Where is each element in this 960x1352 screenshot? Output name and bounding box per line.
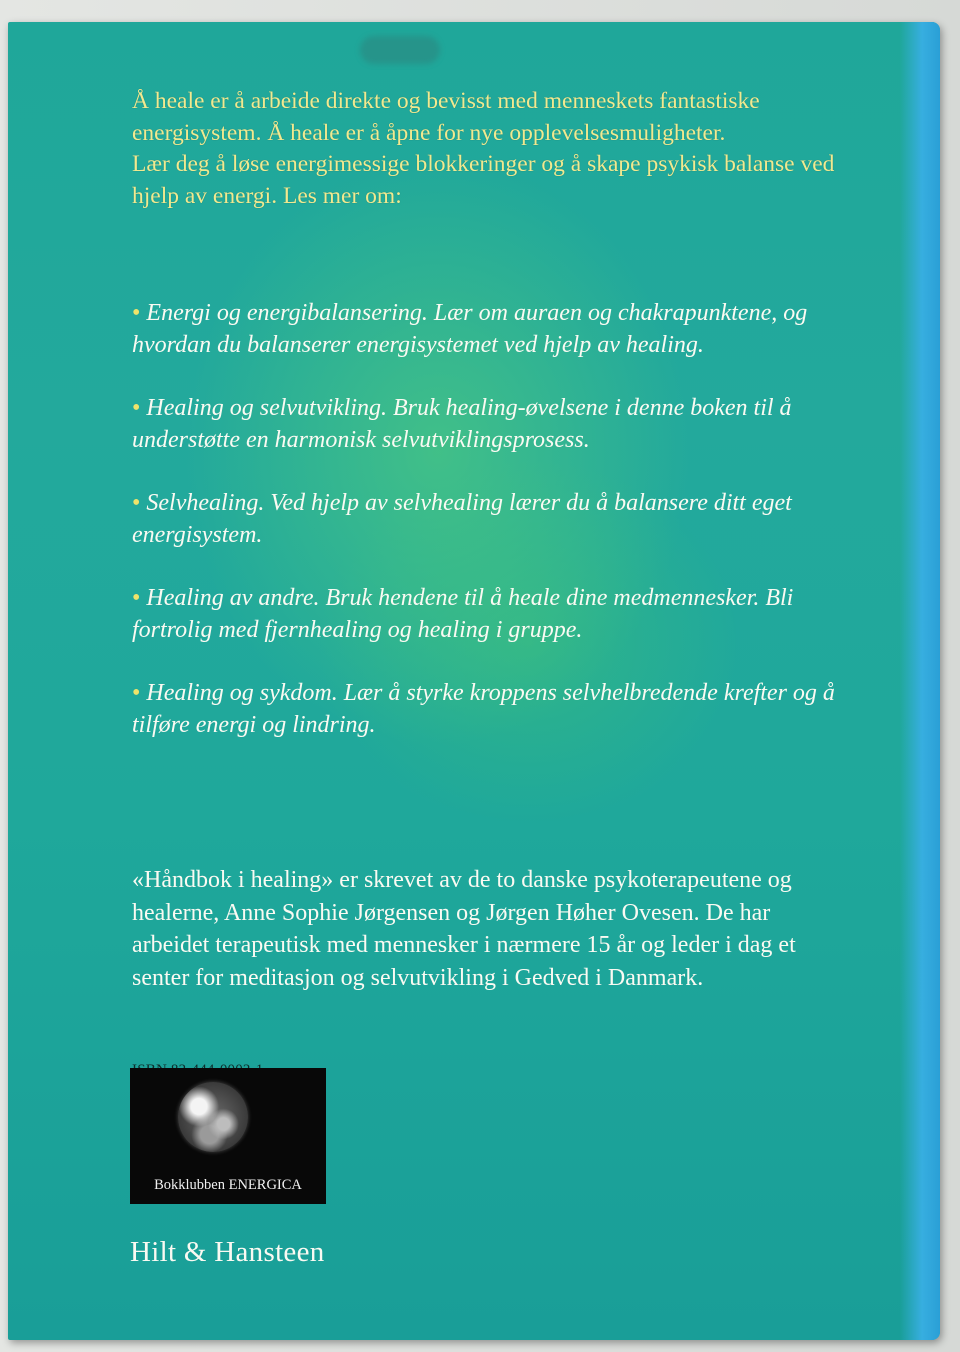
topic-item (132, 678, 852, 741)
bullet-icon: • (132, 680, 141, 706)
topic-item (132, 488, 852, 551)
author-paragraph: «Håndbok i healing» er skrevet av de to danske psykoterapeutene og healerne, Anne Sophie Jørgensen og Jørgen Høher Ovesen. De har arbeidet terapeutisk med mennesker i nærmere 15 år og leder i dag et senter for meditasjon og selvutvikling i Gedved i Danmark. (132, 867, 796, 991)
bullet-icon: • (132, 585, 141, 611)
topic-text: Energi og energibalansering. Lær om auraen og chakrapunktene, og hvordan du balanserer energisystemet ved hjelp av healing. (132, 300, 808, 358)
topic-text: Healing og sykdom. Lær å styrke kroppens selvhelbredende krefter og å tilføre energi og lindring. (132, 680, 835, 738)
earth-icon (178, 1082, 248, 1152)
topic-list (132, 298, 852, 773)
topic-item (132, 583, 852, 646)
intro-text (132, 86, 852, 212)
topic-text: Healing og selvutvikling. Bruk healing-øvelsene i denne boken til å understøtte en harmonisk selvutviklingsprosess. (132, 395, 792, 453)
bullet-icon: • (132, 300, 141, 326)
topic-text: Selvhealing. Ved hjelp av selvhealing lærer du å balansere ditt eget energisystem. (132, 490, 792, 548)
intro-paragraph: Å heale er å arbeide direkte og bevisst med menneskets fantastiske energisystem. Å heale er å åpne for nye opplevelsesmuligheter. (132, 88, 760, 146)
book-club-logo (130, 1068, 326, 1204)
bullet-icon: • (132, 490, 141, 516)
book-back-cover (8, 22, 940, 1340)
topic-item (132, 298, 852, 361)
topic-text: Healing av andre. Bruk hendene til å heale dine medmennesker. Bli fortrolig med fjernhealing og healing i gruppe. (132, 585, 794, 643)
intro-paragraph: Lær deg å løse energimessige blokkeringer og å skape psykisk balanse ved hjelp av energi. Les mer om: (132, 151, 835, 209)
cover-smudge (360, 36, 440, 64)
bullet-icon: • (132, 395, 141, 421)
publisher-name: Hilt & Hansteen (130, 1236, 325, 1268)
topic-item (132, 393, 852, 456)
book-club-name: Bokklubben ENERGICA (154, 1177, 302, 1193)
